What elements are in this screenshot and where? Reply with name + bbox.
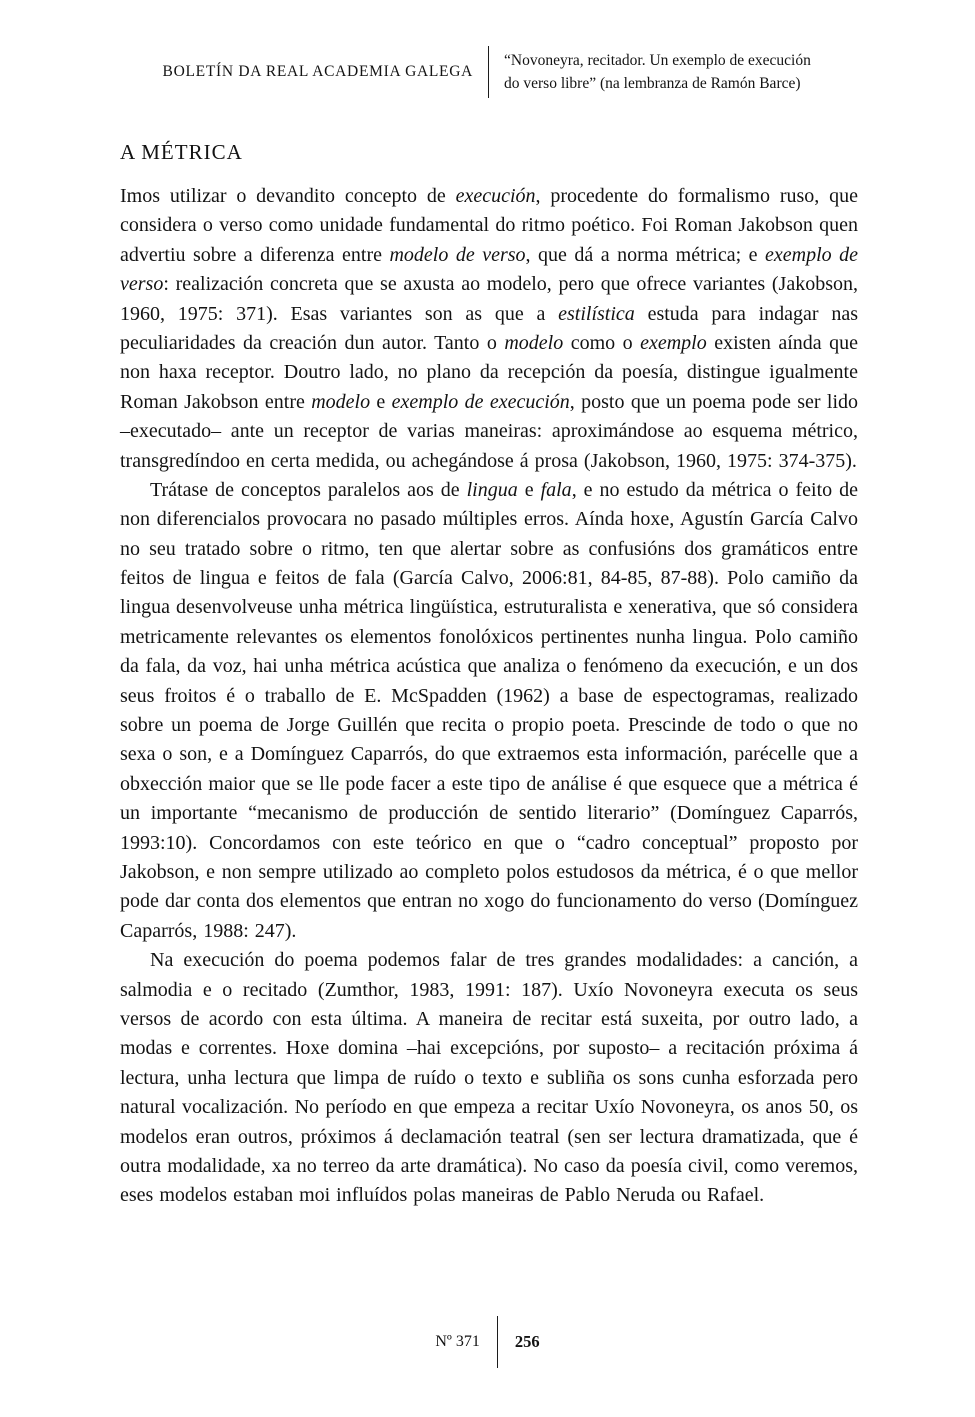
article-body <box>120 140 858 1211</box>
italic-text: modelo <box>311 390 371 413</box>
article-title-line1: “Novoneyra, recitador. Un exemplo de execución <box>504 52 811 69</box>
article-title <box>489 46 975 98</box>
body-text: como o <box>563 331 641 354</box>
paragraphs <box>120 182 858 1211</box>
italic-text: execución <box>455 185 536 207</box>
body-text: e <box>517 478 541 501</box>
body-text: Na execución do poema podemos falar de tres grandes modalidades: a canción, a salmodia e o recitado (Zumthor, 1983, 1991: 187). Uxío Novoneyra executa os seus versos de acordo con esta última. A maneira de recitar está suxeita, por outro lado, a modas e correntes. Hoxe domina –hai excepcións, por suposto– a recitación próxima á lectura, unha lectura que limpa de ruído o texto e subliña os sons cunha esforzada pero natural vocalización. No período en que empeza a recitar Uxío Novoneyra, os anos 50, os modelos eran outros, próximos á declamación teatral (sen ser lectura dramatizada, que é outra modalidade, xa no terreo da arte dramática). No caso da poesía civil, como veremos, eses modelos estaban moi influídos polas maneiras de Pablo Neruda ou Rafael. <box>120 949 858 1207</box>
body-text: , posto que un poema pode ser lido –executado– ante un receptor de varias maneiras: aproximándose ao esquema métrico, transgredíndoo en certa medida, ou achegándose á prosa (Jakobson, 1960, 1975: 374-375). <box>120 390 859 472</box>
page-header <box>0 46 975 98</box>
paragraph <box>120 946 858 1211</box>
body-text: , e no estudo da métrica o feito de non diferencialos provocara no pasado múltiples erros. Aínda hoxe, Agustín García Calvo no seu tratado sobre o ritmo, ten que alertar sobre as confusións dos gramáticos entre feitos de lingua e feitos de fala (García Calvo, 2006:81, 84-85, 87-88). Polo camiño da lingua desenvolveuse unha métrica lingüística, estruturalista e xenerativa, que só considera metricamente relevantes os elementos fonolóxicos pertinentes nunha lingua. Polo camiño da fala, da voz, hai unha métrica acústica que analiza o fenómeno da execución, e un dos seus froitos é o traballo de E. McSpadden (1962) a base de espectogramas, realizado sobre un poema de Jorge Guillén que recita o propio poeta. Prescinde de todo o que no sexa o son, e a Domínguez Caparrós, do que extraemos esta información, parécelle que a obxección maior que se lle pode facer a este tipo de análise é que esquece que a métrica é un importante “mecanismo de producción de sentido literario” (Domínguez Caparrós, 1993:10). Concordamos con este teórico en que o “cadro conceptual” proposto por Jakobson, e non sempre utilizado ao completo polos estudosos da métrica, é o que mellor pode dar conta dos elementos que entran no xogo do funcionamento do verso (Domínguez Caparrós, 1988: 247). <box>120 478 858 942</box>
body-text: estuda para indagar nas peculiaridades da creación dun autor. Tanto o <box>120 302 859 354</box>
italic-text: fala <box>540 478 572 501</box>
italic-text: exemplo <box>640 331 707 354</box>
issue-number: Nº 371 <box>435 1333 480 1350</box>
article-title-line2: do verso libre” (na lembranza de Ramón Barce) <box>504 75 801 92</box>
italic-text: exemplo de verso <box>120 243 859 296</box>
italic-text: modelo <box>504 331 564 354</box>
body-text: e <box>370 390 392 413</box>
italic-text: estilística <box>558 302 635 325</box>
body-text: , que dá a norma métrica; e <box>525 243 766 266</box>
page-number: 256 <box>514 1332 540 1351</box>
body-text: Imos utilizar o devandito concepto de <box>120 185 456 207</box>
body-text: existen aínda que non haxa receptor. Doutro lado, no plano da recepción da poesía, distingue igualmente Roman Jakobson entre <box>120 331 859 413</box>
italic-text: modelo de verso <box>389 243 526 266</box>
section-title: A MÉTRICA <box>120 140 243 164</box>
body-text: , procedente do formalismo ruso, que considera o verso como unidade fundamental do ritmo poético. Foi Roman Jakobson quen advertiu sobre a diferenza entre <box>120 185 858 266</box>
journal-title: BOLETÍN DA REAL ACADEMIA GALEGA <box>162 63 473 80</box>
paragraph <box>120 182 858 476</box>
body-text: : realización concreta que se axusta ao modelo, pero que ofrece variantes (Jakobson, 1960, 1975: 371). Esas variantes son as que a <box>120 273 858 325</box>
italic-text: lingua <box>466 478 518 501</box>
italic-text: exemplo de execución <box>391 390 570 413</box>
paragraph <box>120 476 858 946</box>
body-text: Trátase de conceptos paralelos aos de <box>150 478 467 501</box>
page-footer <box>0 1316 975 1368</box>
